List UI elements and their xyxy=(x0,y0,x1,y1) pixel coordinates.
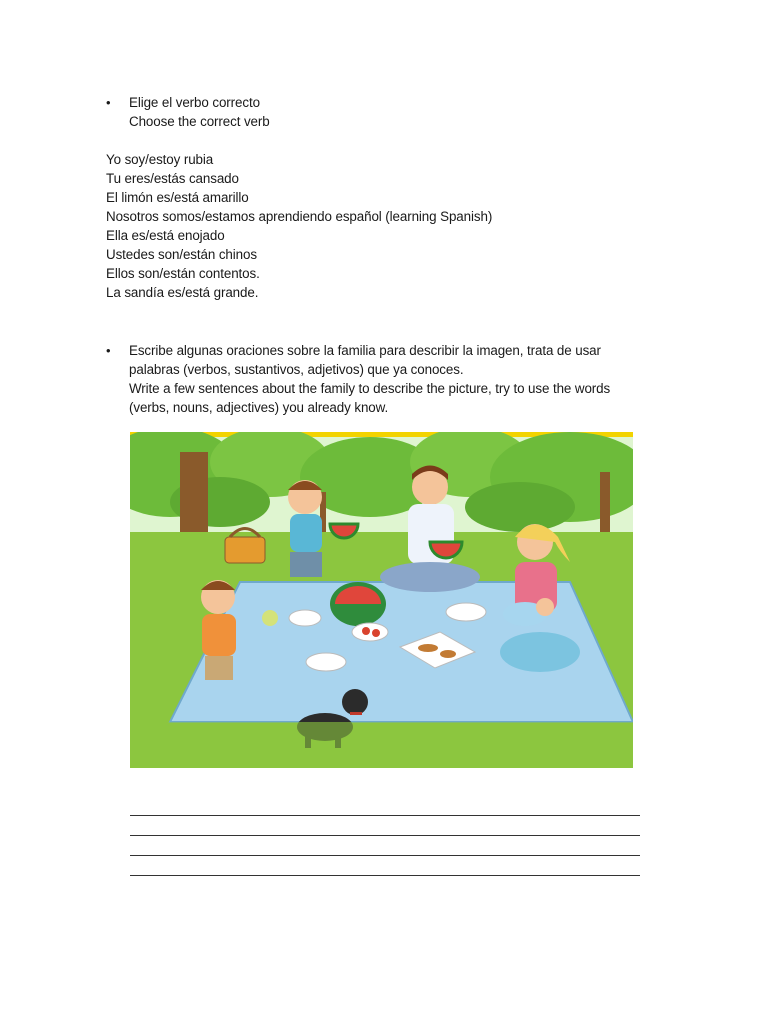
instruction-spanish: Escribe algunas oraciones sobre la familia para describir la imagen, trata de usar palabras (verbos, sustantivos, adjetivos) que ya conoces. xyxy=(129,343,601,377)
answer-line[interactable] xyxy=(130,856,640,876)
sentence: Ella es/está enojado xyxy=(106,228,225,243)
answer-line[interactable] xyxy=(130,836,640,856)
sentence-list xyxy=(106,150,492,302)
instruction-english: Write a few sentences about the family to describe the picture, try to use the words (verbs, nouns, adjectives) you already know. xyxy=(129,381,611,415)
sentence: La sandía es/está grande. xyxy=(106,285,259,300)
watermelon-icon xyxy=(330,582,386,626)
answer-lines xyxy=(130,796,640,876)
instruction-spanish: Elige el verbo correcto xyxy=(129,95,260,110)
family-picnic-illustration xyxy=(130,432,633,768)
sentence: Ustedes son/están chinos xyxy=(106,247,257,262)
answer-line[interactable] xyxy=(130,816,640,836)
sentence: Ellos son/están contentos. xyxy=(106,266,260,281)
answer-line[interactable] xyxy=(130,796,640,816)
sentence: Nosotros somos/estamos aprendiendo español (learning Spanish) xyxy=(106,209,493,224)
bullet-icon: • xyxy=(106,95,111,110)
sentence: Yo soy/estoy rubia xyxy=(106,152,214,167)
sentence: Tu eres/estás cansado xyxy=(106,171,239,186)
bullet-icon: • xyxy=(106,343,111,358)
sentence: El limón es/está amarillo xyxy=(106,190,249,205)
instruction-english: Choose the correct verb xyxy=(129,114,270,129)
